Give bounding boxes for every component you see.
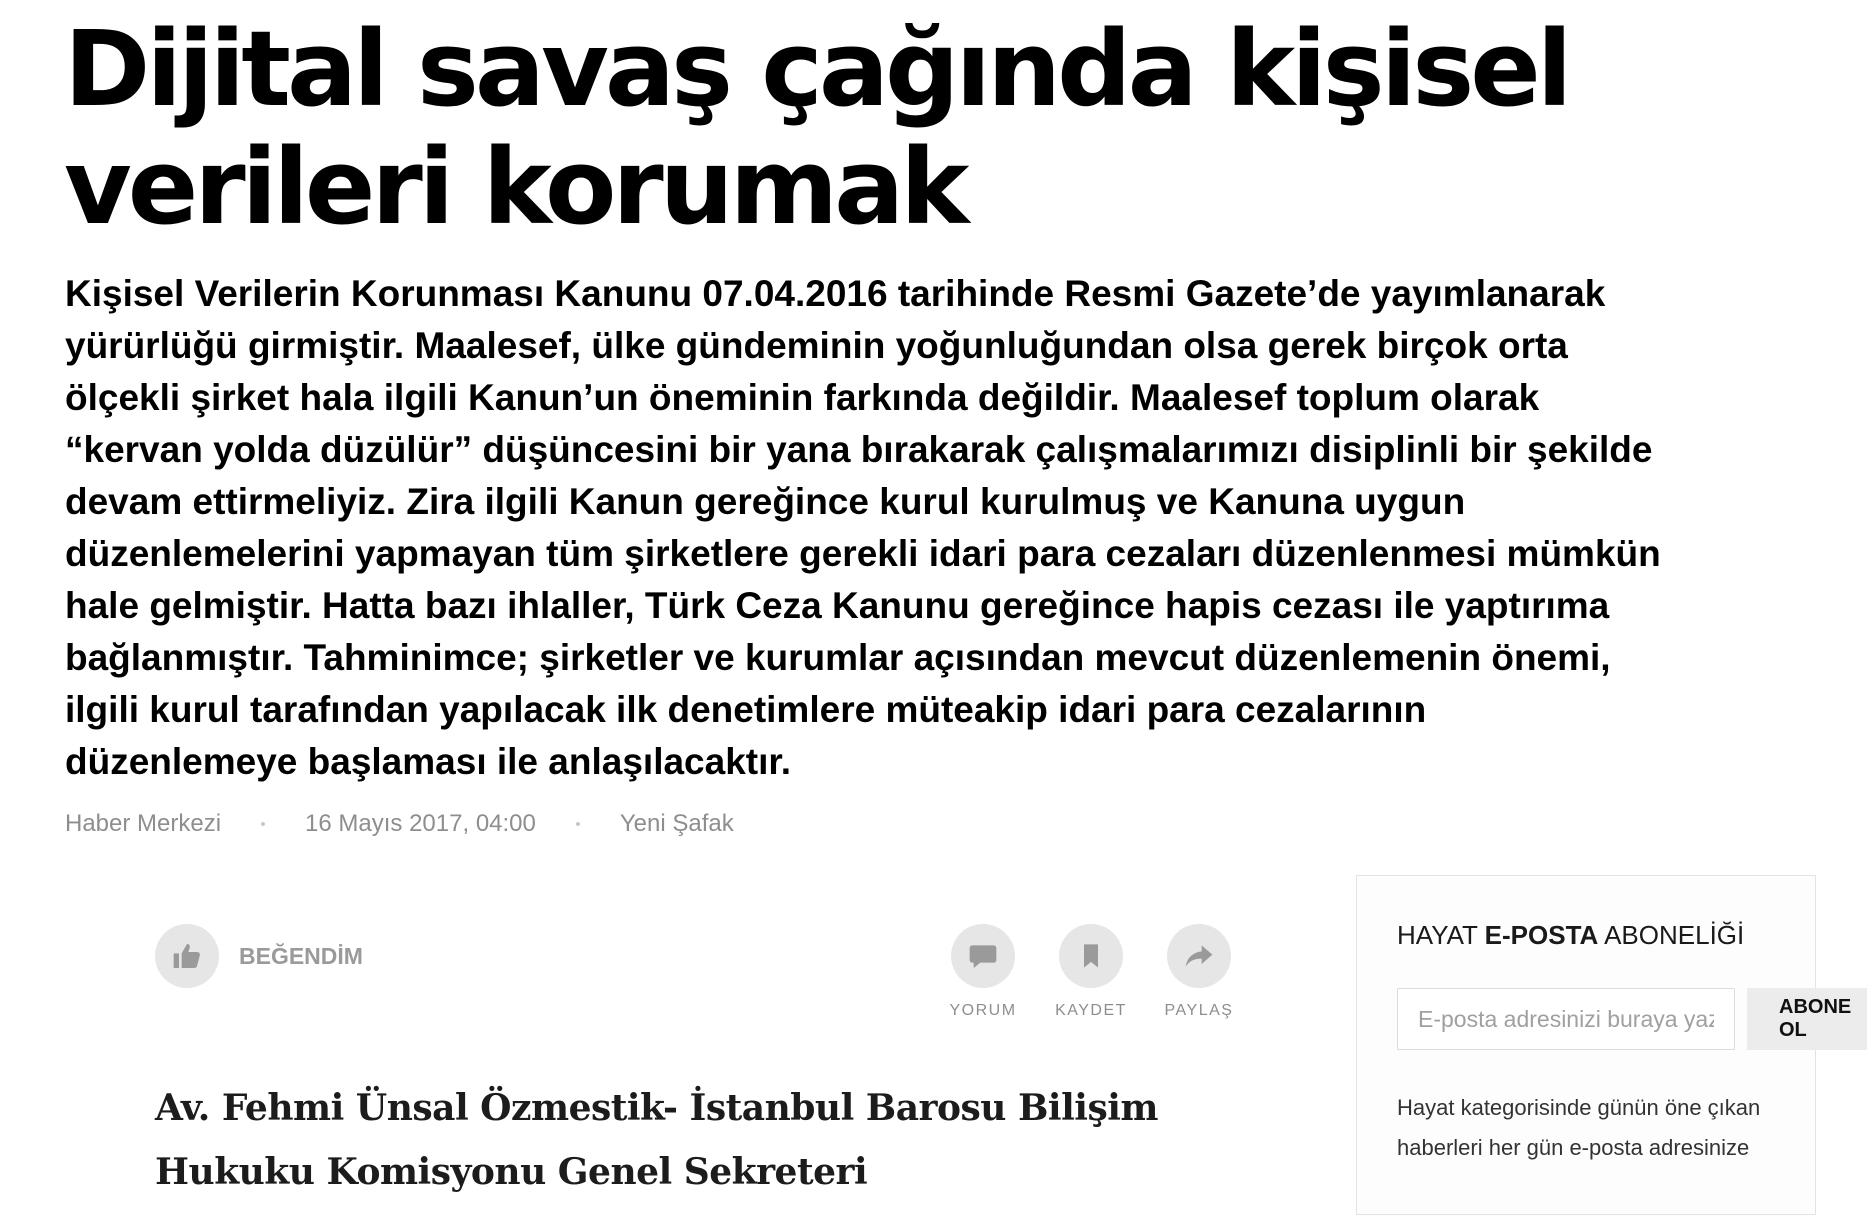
newsletter-subscribe-button[interactable]: ABONE OL [1747, 988, 1867, 1050]
like-button[interactable] [155, 924, 363, 988]
newsletter-box [1356, 875, 1852, 1215]
comment-button[interactable] [928, 924, 1038, 1020]
share-label[interactable]: PAYLAŞ [1164, 1002, 1234, 1019]
share-icon-button[interactable] [1167, 924, 1231, 988]
article-title: Dijital savaş çağında kişisel verileri korumak [64, 8, 1569, 248]
newsletter-email-input[interactable] [1397, 988, 1735, 1050]
newsletter-title: HAYAT E-POSTA ABONELİĞİ [1397, 920, 1745, 950]
meta-source[interactable]: Yeni Şafak [619, 810, 734, 837]
author-byline: Av. Fehmi Ünsal Özmestik- İstanbul Barosu Bilişim Hukuku Komisyonu Genel Sekreteri [155, 1087, 1158, 1193]
bookmark-icon [1077, 942, 1105, 970]
like-label[interactable]: BEĞENDİM [239, 942, 363, 969]
share-arrow-icon [1183, 940, 1215, 972]
comment-label[interactable]: YORUM [949, 1002, 1017, 1019]
thumbs-up-icon [171, 940, 203, 972]
meta-date: 16 Mayıs 2017, 04:00 [305, 810, 536, 837]
like-icon-button[interactable] [155, 924, 219, 988]
save-button[interactable] [1036, 924, 1146, 1020]
save-icon-button[interactable] [1059, 924, 1123, 988]
meta-author[interactable]: Haber Merkezi [65, 810, 222, 837]
save-label[interactable]: KAYDET [1055, 1002, 1127, 1019]
comment-icon-button[interactable] [951, 924, 1015, 988]
meta-separator [261, 822, 265, 826]
share-button[interactable] [1144, 924, 1254, 1020]
newsletter-description: Hayat kategorisinde günün öne çıkan haberleri her gün e-posta adresinize [1397, 1095, 1761, 1160]
meta-separator [576, 822, 580, 826]
article-summary: Kişisel Verilerin Korunması Kanunu 07.04.2016 tarihinde Resmi Gazete’de yayımlanarak yürürlüğü girmiştir. Maalesef, ülke gündeminin yoğunluğundan olsa gerek birçok orta ölçekli şirket hala ilgili Kanun’un öneminin farkında değildir. Maalesef toplum olarak “kervan yolda düzülür” düşüncesini bir yana bırakarak çalışmalarımızı disiplinli bir şekilde devam ettirmeliyiz. Zira ilgili Kanun gereğince kurul kurulmuş ve Kanuna uygun düzenlemelerini yapmayan tüm şirketlere gerekli idari para cezaları düzenlenmesi mümkün hale gelmiştir. Hatta bazı ihlaller, Türk Ceza Kanunu gereğince hapis cezası ile yaptırıma bağlanmıştır. Tahminimce; şirketler ve kurumlar açısından mevcut düzenlemenin önemi, ilgili kurul tarafından yapılacak ilk denetimlere müteakip idari para cezalarının düzenlemeye başlaması ile anlaşılacaktır. [65, 273, 1661, 782]
article-meta [65, 806, 734, 842]
comment-icon [967, 940, 999, 972]
